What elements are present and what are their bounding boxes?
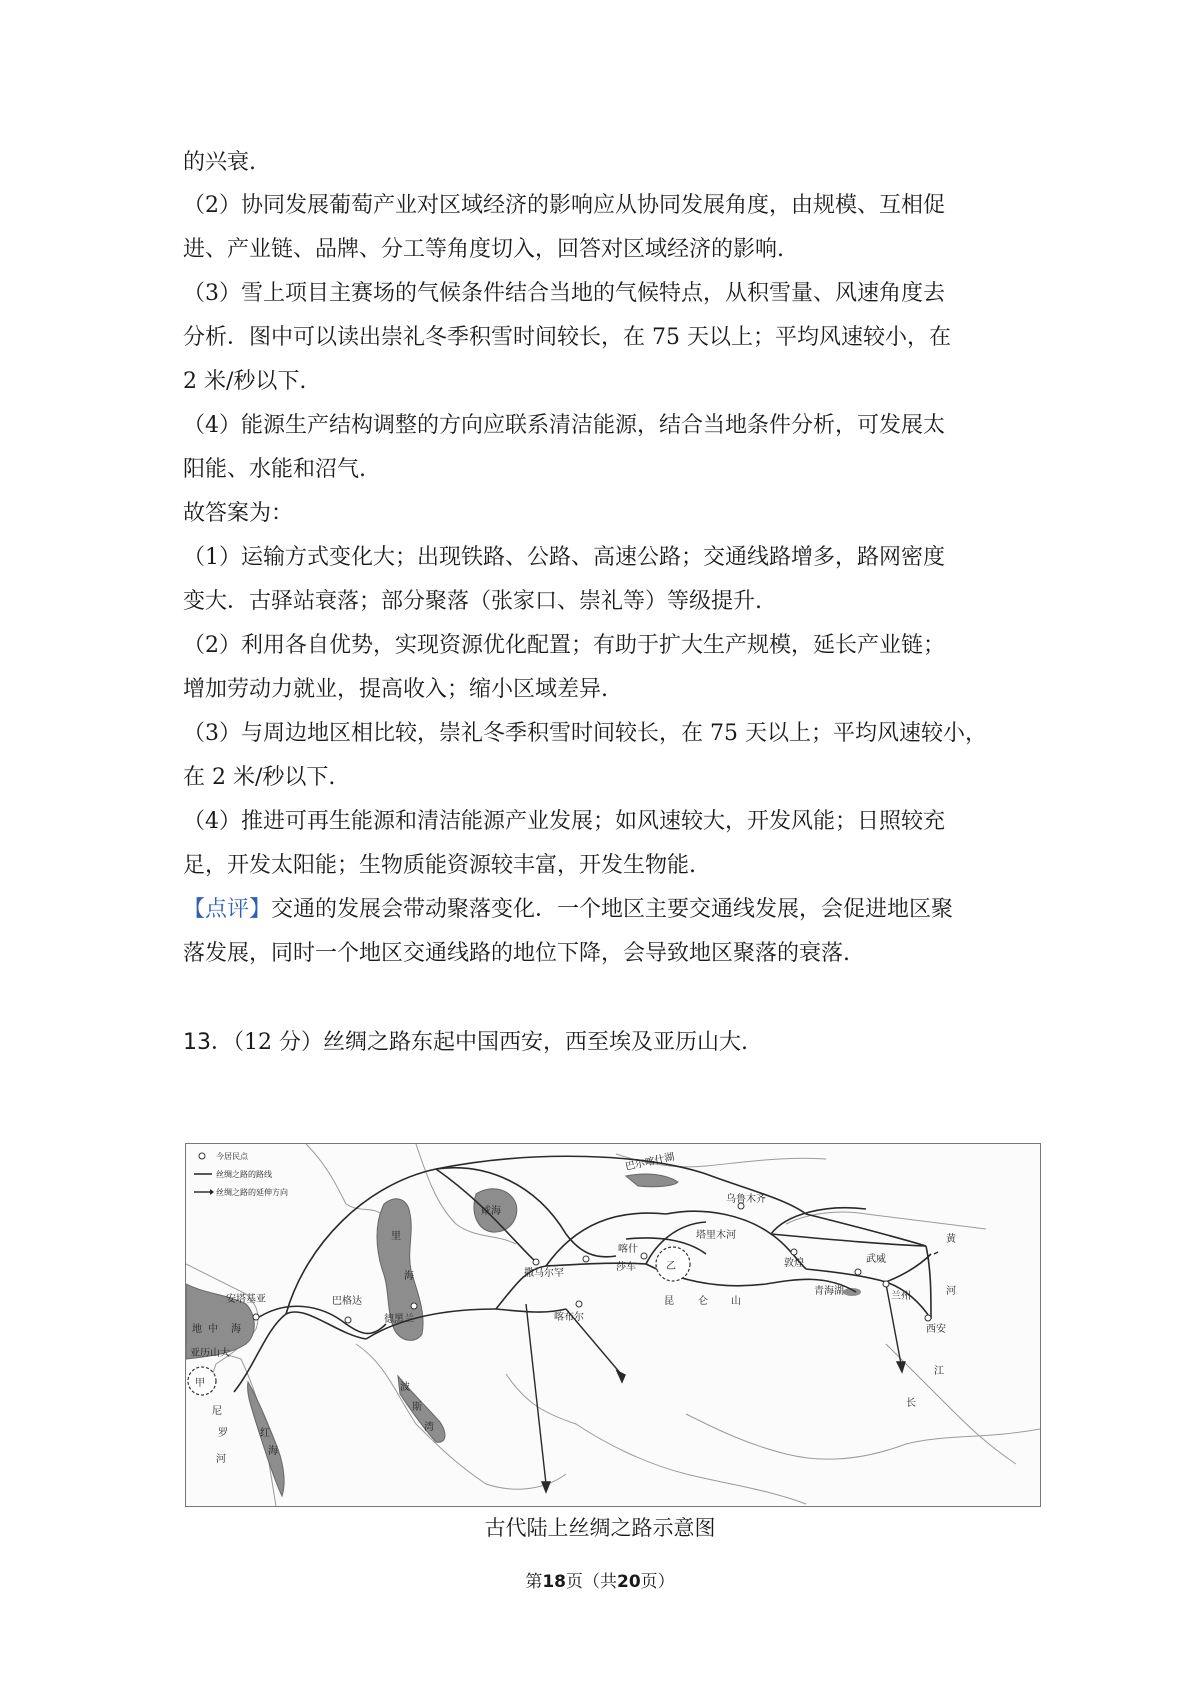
balkhash-lake — [626, 1174, 678, 1187]
label-med-2: 中 — [208, 1324, 218, 1335]
question-number: 13． — [183, 1030, 233, 1055]
legend-route: 丝绸之路的路线 — [216, 1170, 272, 1179]
text-line: （4）能源生产结构调整的方向应联系清洁能源，结合当地条件分析，可发展太 — [183, 413, 945, 438]
text-line: （3）与周边地区相比较，崇礼冬季积雪时间较长，在 75 天以上；平均风速较小， — [183, 721, 987, 746]
silk-road-routes — [234, 1156, 931, 1392]
text-line: 进、产业链、品牌、分工等角度切入，回答对区域经济的影响. — [183, 237, 784, 262]
label-huang-2: 河 — [946, 1286, 956, 1297]
label-gulf-3: 湾 — [424, 1422, 434, 1433]
label-samarkand: 撒马尔罕 — [524, 1268, 564, 1279]
label-jia: 甲 — [195, 1378, 205, 1389]
label-yi: 乙 — [666, 1261, 676, 1272]
label-nile-2: 罗 — [218, 1428, 228, 1439]
map-legend — [194, 1151, 288, 1197]
label-huang-1: 黄 — [946, 1234, 956, 1245]
coastlines — [186, 1144, 1040, 1506]
text-line: 故答案为： — [183, 501, 294, 526]
label-alexandria: 亚历山大 — [190, 1348, 230, 1359]
text-line: 足，开发太阳能；生物质能资源较丰富，开发生物能. — [183, 853, 696, 878]
comment-line-1 — [183, 892, 953, 923]
legend-settlement: 今居民点 — [216, 1152, 248, 1161]
label-redsea-2: 海 — [268, 1446, 278, 1457]
text-line: （2）利用各自优势，实现资源优化配置；有助于扩大生产规模，延长产业链； — [183, 633, 945, 658]
label-tehran: 德黑兰 — [384, 1314, 414, 1325]
label-qinghai: 青海湖 — [814, 1286, 844, 1297]
label-yarkand: 莎车 — [616, 1262, 636, 1273]
text-line: 变大．古驿站衰落；部分聚落（张家口、崇礼等）等级提升. — [183, 589, 762, 614]
label-xian: 西安 — [926, 1324, 946, 1335]
label-changjiang-1: 江 — [934, 1366, 944, 1377]
comment-tag: 【点评】 — [183, 897, 272, 922]
label-kunlun-3: 山 — [731, 1296, 741, 1307]
page-footer — [0, 1567, 1200, 1592]
footer-suffix: 页） — [640, 1572, 675, 1592]
label-kunlun-2: 仑 — [698, 1296, 708, 1307]
text-line: （3）雪上项目主赛场的气候条件结合当地的气候特点，从积雪量、风速角度去 — [183, 281, 945, 306]
label-urumqi: 乌鲁木齐 — [726, 1194, 766, 1205]
label-kunlun-1: 昆 — [664, 1296, 674, 1307]
label-kabul: 喀布尔 — [554, 1312, 584, 1323]
label-nile-3: 河 — [216, 1454, 226, 1465]
label-caspian-2: 海 — [404, 1271, 414, 1282]
text-line: 增加劳动力就业，提高收入；缩小区域差异. — [183, 677, 608, 702]
label-tarim: 塔里木河 — [696, 1230, 736, 1241]
label-antioch: 安塔基亚 — [226, 1294, 266, 1305]
label-balkhash: 巴尔喀什湖 — [624, 1151, 676, 1173]
label-redsea-1: 红 — [260, 1428, 270, 1439]
footer-mid: 页（共 — [566, 1572, 617, 1592]
text-line: （4）推进可再生能源和清洁能源产业发展；如风速较大，开发风能；日照较充 — [183, 809, 945, 834]
label-gulf-1: 波 — [400, 1382, 410, 1393]
label-kashgar: 喀什 — [618, 1244, 638, 1255]
text-line: 阳能、水能和沼气. — [183, 457, 366, 482]
footer-page-number: 18 — [542, 1572, 566, 1592]
extension-arrows — [526, 1252, 938, 1492]
map-caption: 古代陆上丝绸之路示意图 — [484, 1516, 716, 1540]
text-line: 在 2 米/秒以下. — [183, 765, 336, 790]
label-med-1: 地 — [192, 1324, 202, 1335]
comment-line-2: 落发展，同时一个地区交通线路的地位下降，会导致地区聚落的衰落. — [183, 941, 850, 966]
label-gulf-2: 斯 — [412, 1402, 422, 1413]
text-line: 2 米/秒以下. — [183, 369, 307, 394]
label-nile-1: 尼 — [212, 1406, 222, 1417]
silk-road-map — [185, 1143, 1041, 1507]
question-text: （12 分）丝绸之路东起中国西安，西至埃及亚历山大. — [233, 1030, 748, 1055]
label-lanzhou: 兰州 — [891, 1291, 911, 1302]
text-line: （1）运输方式变化大；出现铁路、公路、高速公路；交通线路增多，路网密度 — [183, 545, 945, 570]
comment-text: 交通的发展会带动聚落变化．一个地区主要交通线发展，会促进地区聚 — [271, 897, 954, 922]
label-med-3: 海 — [231, 1324, 241, 1335]
label-wuwei: 武威 — [866, 1254, 886, 1265]
label-baghdad: 巴格达 — [332, 1296, 362, 1307]
text-line: 分析．图中可以读出崇礼冬季积雪时间较长，在 75 天以上；平均风速较小，在 — [183, 325, 951, 350]
red-sea — [248, 1382, 284, 1496]
label-aral: 咸海 — [481, 1206, 501, 1217]
legend-extension: 丝绸之路的延伸方向 — [216, 1188, 288, 1197]
label-changjiang-2: 长 — [906, 1398, 916, 1409]
label-dunhuang: 敦煌 — [784, 1258, 804, 1269]
footer-prefix: 第 — [525, 1572, 543, 1592]
label-caspian-1: 里 — [391, 1231, 401, 1242]
text-line: 的兴衰. — [183, 150, 256, 175]
text-line: （2）协同发展葡萄产业对区域经济的影响应从协同发展角度，由规模、互相促 — [183, 193, 945, 218]
footer-total-pages: 20 — [617, 1572, 641, 1592]
question-heading — [183, 1025, 748, 1056]
